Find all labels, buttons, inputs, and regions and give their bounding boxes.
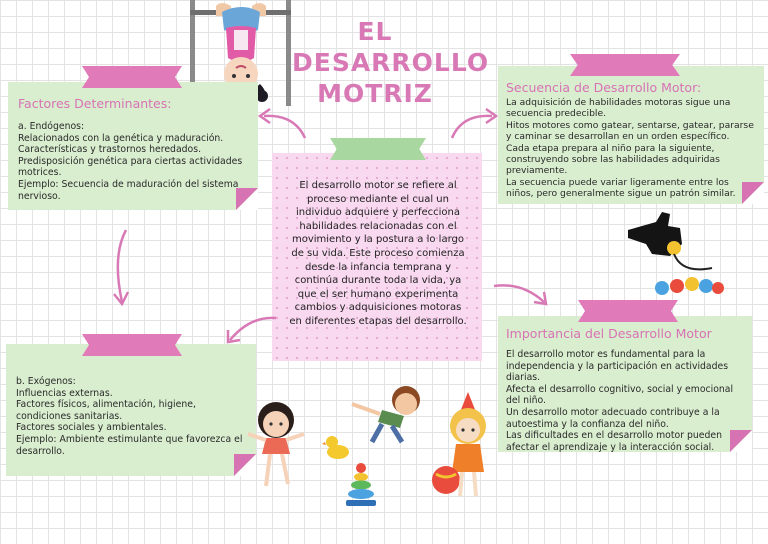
secuencia-line-1: La adquisición de habilidades motoras sigue una secuencia predecible. [506,97,731,120]
factores-heading: Factores Determinantes: [18,96,172,111]
exogenos-line-2: Influencias externas. [16,387,113,399]
secuencia-heading: Secuencia de Desarrollo Motor: [506,80,702,95]
girl-dancing-illustration [246,398,306,494]
secuencia-line-3: Cada etapa prepara al niño para la siguiente, construyendo sobre las habilidades adquiridas previamente. [506,142,720,177]
ribbon-secuencia [570,54,680,76]
boy-playing-illustration [342,380,438,444]
arrow-to-importancia [490,280,552,310]
center-definition-text: El desarrollo motor se refiere al proceso mediante el cual un individuo adquiere y perfecciona habilidades relacionadas con el movimiento y la postura a lo largo de su vida. Este proceso comienza desde la infancia temprana y continúa durante toda la vida, ya que el ser humano experimenta cambios y adquisiciones motoras en diferentes etapas del desarrollo. [289,180,467,327]
title-line-3: MOTRIZ [317,79,433,108]
page-fold-shadow [236,188,258,210]
ring-stacker-icon [344,462,378,508]
exogenos-line-4: Factores sociales y ambientales. [16,422,167,434]
page-fold-shadow [730,430,752,452]
factores-line-4: Predisposición genética para ciertas actividades motrices. [18,155,243,179]
ribbon-exogenos [82,334,182,356]
arrow-down-to-exogenos [108,226,140,310]
factores-text [18,121,248,202]
card-exogenos [6,344,256,476]
factores-line-5: Ejemplo: Secuencia de maduración del sistema nervioso. [18,178,239,202]
arrow-to-exogenos [222,312,280,346]
card-secuencia [498,66,764,204]
arrow-to-factores [250,104,310,144]
secuencia-text [506,97,758,200]
importancia-text [506,349,744,453]
exogenos-line-3: Factores físicos, alimentación, higiene, condiciones sanitarias. [16,399,196,422]
girl-party-hat-illustration [428,392,498,502]
ribbon-importancia [578,300,678,322]
duck-toy-icon [322,434,350,462]
factores-line-2: Relacionados con la genética y maduración. [18,132,224,144]
importancia-heading: Importancia del Desarrollo Motor [506,326,712,341]
page-fold-shadow [742,182,764,204]
factores-line-3: Características y trastornos heredados. [18,144,202,156]
importancia-line-3: Un desarrollo motor adecuado contribuye a la autoestima y la confianza del niño. [506,406,720,430]
exogenos-line-1: b. Exógenos: [16,376,76,387]
importancia-line-2: Afecta el desarrollo cognitivo, social y emocional del niño. [506,383,734,407]
card-factores-determinantes [8,82,258,210]
secuencia-line-2: Hitos motores como gatear, sentarse, gatear, pararse y caminar se desarrollan en un orden específico. [506,119,754,143]
arrow-to-secuencia [446,104,506,144]
ribbon-factores [82,66,182,88]
secuencia-line-4: La secuencia puede variar ligeramente entre los niños, pero generalmente sigue un patrón similar. [506,176,736,200]
center-definition-card [272,153,482,361]
exogenos-text [6,344,256,457]
ribbon-center [330,138,426,160]
importancia-line-1: El desarrollo motor es fundamental para la independencia y la participación en actividades diarias. [506,349,729,384]
card-importancia [498,316,752,452]
factores-line-1: a. Endógenos: [18,121,85,132]
title-line-2: DESARROLLO [292,48,490,77]
hand-beads-illustration [622,204,728,300]
page-title [292,16,490,109]
title-line-1: EL [357,17,393,46]
exogenos-line-5: Ejemplo: Ambiente estimulante que favorezca el desarrollo. [16,433,243,457]
importancia-line-4: Las dificultades en el desarrollo motor pueden afectar el aprendizaje y la interacción social. [506,430,723,453]
